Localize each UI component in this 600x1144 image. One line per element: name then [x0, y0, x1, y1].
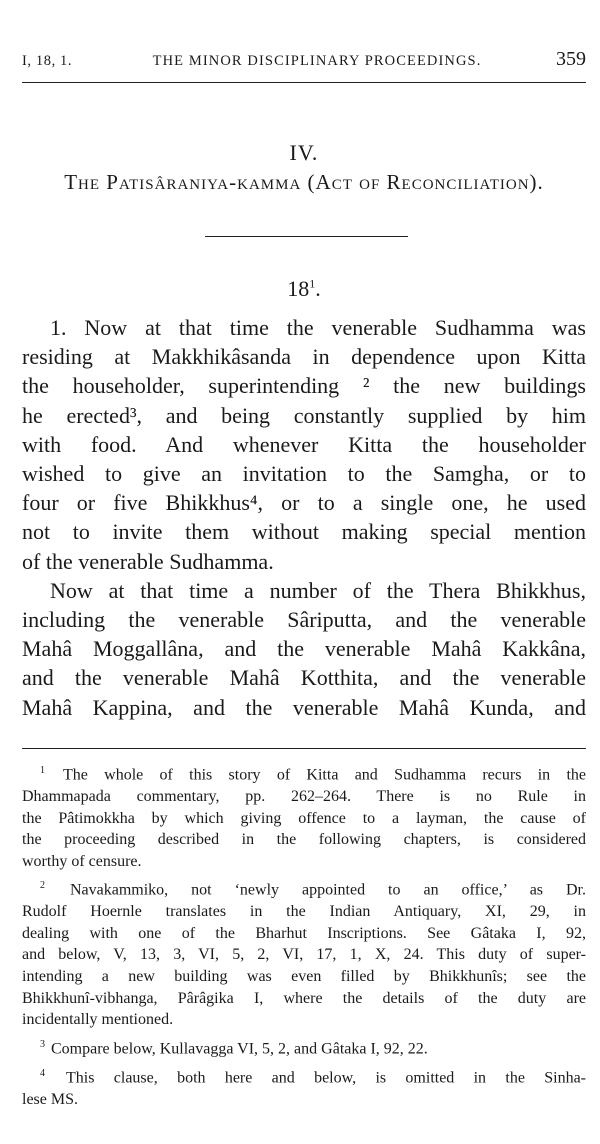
chapter-number: IV.	[289, 140, 319, 165]
body-line: with food. And whenever Kitta the householder	[22, 431, 586, 457]
header-rule	[22, 82, 586, 83]
section-number-value: 18	[287, 276, 310, 301]
body-text	[22, 313, 586, 722]
running-head	[22, 48, 586, 71]
footnote-mark: 1	[40, 765, 45, 776]
footnote-text: Compare below, Kullavagga VI, 5, 2, and Gâtaka I, 92, 22.	[51, 1040, 428, 1058]
footnote-line: lese MS.	[22, 1090, 78, 1108]
section-number: $18^1$.	[287, 276, 321, 301]
footnote-3	[22, 1034, 586, 1060]
footnote-2	[22, 875, 586, 1030]
footnote-line: Rudolf Hoernle translates in the Indian Antiquary, XI, 29, in	[22, 903, 586, 921]
footnote-mark: 2	[40, 880, 45, 892]
footnote-rule	[22, 748, 586, 749]
footnote-line: Bhikkhunî-vibhanga, Pârâgika I, where the details of the duty are	[22, 989, 586, 1007]
footnote-line: dealing with one of the Bharhut Inscriptions. See Gâtaka I, 92,	[22, 924, 586, 942]
footnote-line: worthy of censure.	[22, 852, 142, 870]
body-line: of the venerable Sudhamma.	[22, 548, 274, 574]
body-line: residing at Makkhikâsanda in dependence upon Kitta	[22, 344, 586, 370]
page-number: 359	[556, 48, 586, 70]
body-line: Now at that time a number of the Thera Bhikkhus,	[50, 577, 586, 603]
body-line: including the venerable Sâriputta, and the venerable	[22, 607, 586, 633]
footnote-mark: 3	[40, 1038, 45, 1050]
footnote-line	[22, 760, 586, 786]
running-head-reference: I, 18, 1.	[22, 53, 73, 69]
footnote-text: This clause, both here and below, is omitted in the Sinha-	[66, 1069, 586, 1087]
footnotes	[22, 760, 586, 1113]
footnote-text: The whole of this story of Kitta and Sudhamma recurs in the	[63, 766, 586, 784]
section-footnote-ref: 1	[309, 276, 316, 291]
body-line: Mahâ Moggallâna, and the venerable Mahâ Kakkâna,	[22, 636, 586, 662]
footnote-line: and below, V, 13, 3, VI, 5, 2, VI, 17, 1, X, 24. This duty of super-	[22, 946, 586, 964]
footnote-4	[22, 1063, 586, 1111]
footnote-line	[22, 1063, 586, 1089]
chapter-title: The Patisâraniya-kamma (Act of Reconciliation).	[64, 170, 544, 194]
footnote-line: intending a new building was even filled by Bhikkhunîs; see the	[22, 968, 586, 985]
footnote-line: Dhammapada commentary, pp. 262–264. There is no Rule in	[22, 787, 586, 805]
footnote-line: incidentally mentioned.	[22, 1011, 174, 1029]
body-line: he erected³, and being constantly supplied by him	[22, 402, 586, 428]
book-page	[22, 0, 586, 1144]
body-line: 1. Now at that time the venerable Sudhamma was	[50, 315, 586, 340]
body-line: not to invite them without making special mention	[22, 519, 586, 545]
footnote-line	[22, 1034, 586, 1060]
footnote-1	[22, 760, 586, 872]
body-line: and the venerable Mahâ Kotthita, and the venerable	[22, 665, 586, 691]
body-line: four or five Bhikkhus⁴, or to a single one, he used	[22, 490, 586, 516]
body-line: Mahâ Kappina, and the venerable Mahâ Kunda, and	[22, 694, 586, 720]
footnote-line: the proceeding described in the following chapters, is considered	[22, 831, 586, 849]
body-line: the householder, superintending ² the new buildings	[22, 373, 586, 399]
footnote-line	[22, 875, 586, 901]
running-head-title: THE MINOR DISCIPLINARY PROCEEDINGS.	[152, 53, 482, 69]
footnote-text: Navakammiko, not ‘newly appointed to an office,’ as Dr.	[69, 881, 586, 899]
footnote-line: the Pâtimokkha by which giving offence to a layman, the cause of	[22, 809, 586, 827]
footnote-mark: 4	[40, 1067, 45, 1079]
section-divider-rule	[205, 236, 408, 237]
body-line: wished to give an invitation to the Samgha, or to	[22, 461, 586, 487]
